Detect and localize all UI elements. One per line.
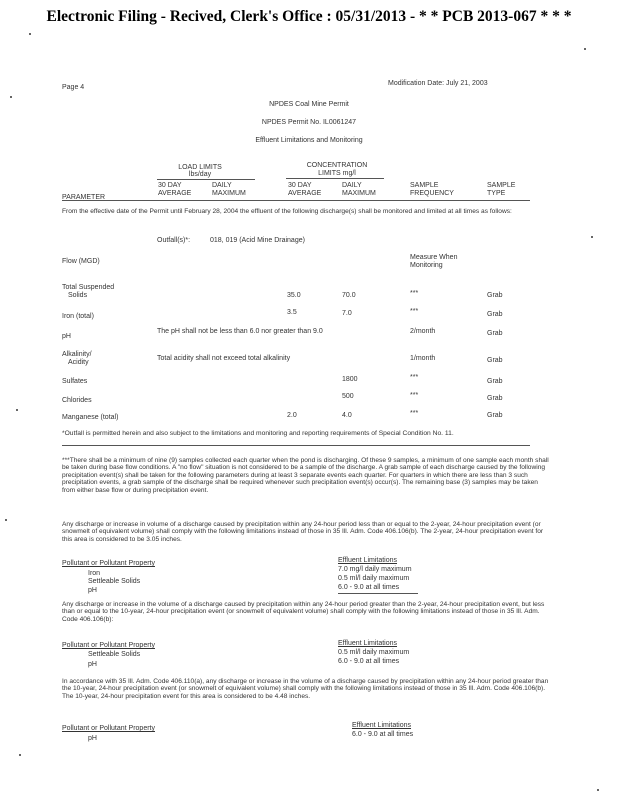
filing-banner: Electronic Filing - Recived, Clerk's Office : 05/31/2013 - * * PCB 2013-067 * * * bbox=[46, 8, 572, 25]
row-flow-frequency-a: Measure When bbox=[410, 254, 458, 261]
block1-item-iron: Iron bbox=[88, 570, 101, 577]
sample-frequency-header-a: SAMPLE bbox=[410, 182, 439, 189]
row-iron-name: Iron (total) bbox=[62, 313, 94, 320]
row-alkalinity-type: Grab bbox=[487, 357, 503, 364]
row-manganese-avg: 2.0 bbox=[287, 412, 297, 419]
scan-speck bbox=[16, 409, 18, 411]
block2-item-ph: pH bbox=[88, 661, 97, 668]
block2-item-settleable-solids: Settleable Solids bbox=[88, 651, 141, 658]
load-units: lbs/day bbox=[188, 171, 212, 178]
row-alkalinity-note: Total acidity shall not exceed total alkalinity bbox=[157, 355, 291, 362]
conc-daily-header-b: MAXIMUM bbox=[342, 190, 376, 197]
sample-frequency-header-b: FREQUENCY bbox=[410, 190, 454, 197]
row-chlorides-name: Chlorides bbox=[62, 397, 92, 404]
block1-item-settleable-solids: Settleable Solids bbox=[88, 578, 141, 585]
ten-year-event-paragraph: Any discharge or increase in the volume of a discharge caused by precipitation within any 24-hour period greater than the 2-year, 24-hour precipitation event, but less than or equal to the 10-year, 24-hour precipitation event (or snowmelt of equivalent volume) shall comply with the following limitations instead of those in 35 Ill. Adm. Code 406.106(b): bbox=[62, 601, 545, 623]
row-iron-type: Grab bbox=[487, 311, 503, 318]
block3-item-ph: pH bbox=[88, 735, 97, 742]
row-sulfates-name: Sulfates bbox=[62, 378, 88, 385]
row-flow-frequency-b: Monitoring bbox=[410, 262, 443, 269]
block3-limitations-heading: Effluent Limitations bbox=[352, 722, 412, 729]
block1-limit-iron: 7.0 mg/l daily maximum bbox=[338, 566, 412, 573]
block2-pollutant-heading: Pollutant or Pollutant Property bbox=[62, 642, 155, 649]
row-flow-name: Flow (MGD) bbox=[62, 258, 100, 265]
row-chlorides-type: Grab bbox=[487, 395, 503, 402]
row-manganese-max: 4.0 bbox=[342, 412, 352, 419]
row-alkalinity-name-b: Acidity bbox=[68, 359, 89, 366]
block2-limitations-heading: Effluent Limitations bbox=[338, 640, 398, 647]
block2-limit-ph: 6.0 - 9.0 at all times bbox=[338, 658, 400, 665]
load-daily-header-a: DAILY bbox=[212, 182, 232, 189]
two-year-event-paragraph: Any discharge or increase in volume of a discharge caused by precipitation within any 24-hour period less than or equal to the 2-year, 24-hour precipitation event (or snowmelt of equivalent volume) shall comply with the following limitations instead of those in 35 Ill. Adm. Code 406.106(b). The 2-year, 24-hour precipitation event for this area is considered to be 3.05 inches. bbox=[62, 521, 544, 543]
row-ph-frequency: 2/month bbox=[410, 328, 436, 335]
block3-limit-ph: 6.0 - 9.0 at all times bbox=[352, 731, 414, 738]
scan-speck bbox=[19, 754, 21, 756]
sample-type-header-a: SAMPLE bbox=[487, 182, 516, 189]
scan-speck bbox=[591, 236, 593, 238]
row-tss-frequency: *** bbox=[410, 290, 419, 297]
block1-limits-rule bbox=[338, 593, 418, 594]
row-ph-name: pH bbox=[62, 333, 71, 340]
block1-limitations-heading: Effluent Limitations bbox=[338, 557, 398, 564]
intro-paragraph: From the effective date of the Permit until February 28, 2004 the effluent of the following discharge(s) shall be monitored and limited at all times as follows: bbox=[62, 208, 512, 215]
concentration-header-rule bbox=[286, 178, 384, 179]
scan-speck bbox=[584, 48, 586, 50]
load-header-rule bbox=[157, 179, 255, 180]
scan-speck bbox=[5, 519, 7, 521]
block1-limit-settleable: 0.5 ml/l daily maximum bbox=[338, 575, 410, 582]
row-chlorides-frequency: *** bbox=[410, 392, 419, 399]
row-manganese-frequency: *** bbox=[410, 410, 419, 417]
row-sulfates-frequency: *** bbox=[410, 374, 419, 381]
row-sulfates-type: Grab bbox=[487, 378, 503, 385]
load-limits-header: LOAD LIMITS bbox=[178, 164, 222, 171]
section-title: Effluent Limitations and Monitoring bbox=[255, 137, 363, 144]
modification-date: Modification Date: July 21, 2003 bbox=[388, 80, 488, 87]
scan-speck bbox=[29, 33, 31, 35]
row-manganese-type: Grab bbox=[487, 412, 503, 419]
row-iron-max: 7.0 bbox=[342, 310, 352, 317]
monitoring-paragraph: ***There shall be a minimum of nine (9) samples collected each quarter when the pond is discharging. Of these 9 samples, a minimum of one sample each month shall be taken during base flow conditions. A "no flow" situation is not considered to be a sample of the discharge. A grab sample of each discharge caused by the following precipitation event(s) shall be taken for the following parameters during at least 3 separate events each quarter. For quarters in which there are less than 3 such precipitation events, a grab sample of the discharge shall be required whenever such precipitation event(s) occur(s). The remaining base (3) samples may be taken from either base flow or during precipitation event. bbox=[62, 457, 549, 494]
row-tss-max: 70.0 bbox=[342, 292, 356, 299]
scan-speck bbox=[597, 789, 599, 791]
header-rule bbox=[62, 200, 530, 201]
row-alkalinity-name-a: Alkalinity/ bbox=[62, 351, 92, 358]
outfall-footnote: *Outfall is permitted herein and also subject to the limitations and monitoring and reporting requirements of Special Condition No. 11. bbox=[62, 430, 454, 437]
row-tss-avg: 35.0 bbox=[287, 292, 301, 299]
outfalls-label: Outfall(s)*: bbox=[157, 237, 191, 244]
block1-limit-ph: 6.0 - 9.0 at all times bbox=[338, 584, 400, 591]
accordance-paragraph: In accordance with 35 Ill. Adm. Code 406.110(a), any discharge or increase in the volume of a discharge caused by precipitation within any 24-hour period greater than the 10-year, 24-hour precipitation event (or snowmelt of equivalent volume) shall comply with the following limitations instead of those in 35 Ill. Adm. Code 406.106(b). The 10-year, 24-hour precipitation event for this area is considered to be 4.48 inches. bbox=[62, 678, 549, 700]
conc-avg30-header-b: AVERAGE bbox=[288, 190, 322, 197]
block2-limit-settleable: 0.5 ml/l daily maximum bbox=[338, 649, 410, 656]
concentration-units: LIMITS mg/l bbox=[318, 170, 356, 177]
conc-avg30-header-a: 30 DAY bbox=[288, 182, 312, 189]
load-avg30-header-a: 30 DAY bbox=[158, 182, 182, 189]
block1-pollutant-heading: Pollutant or Pollutant Property bbox=[62, 560, 155, 567]
row-sulfates-max: 1800 bbox=[342, 376, 358, 383]
load-daily-header-b: MAXIMUM bbox=[212, 190, 246, 197]
row-ph-type: Grab bbox=[487, 330, 503, 337]
page-number: Page 4 bbox=[62, 84, 85, 91]
row-tss-name-a: Total Suspended bbox=[62, 284, 115, 291]
outfalls-value: 018, 019 (Acid Mine Drainage) bbox=[210, 237, 305, 244]
table-bottom-rule bbox=[62, 445, 530, 446]
row-tss-type: Grab bbox=[487, 292, 503, 299]
scan-speck bbox=[10, 96, 12, 98]
sample-type-header-b: TYPE bbox=[487, 190, 506, 197]
concentration-header: CONCENTRATION bbox=[306, 162, 368, 169]
load-avg30-header-b: AVERAGE bbox=[158, 190, 192, 197]
row-tss-name-b: Solids bbox=[68, 292, 88, 299]
conc-daily-header-a: DAILY bbox=[342, 182, 362, 189]
block3-pollutant-heading: Pollutant or Pollutant Property bbox=[62, 725, 155, 732]
row-iron-avg: 3.5 bbox=[287, 309, 297, 316]
row-ph-note: The pH shall not be less than 6.0 nor greater than 9.0 bbox=[157, 328, 323, 335]
row-manganese-name: Manganese (total) bbox=[62, 414, 119, 421]
block1-item-ph: pH bbox=[88, 587, 97, 594]
row-alkalinity-frequency: 1/month bbox=[410, 355, 436, 362]
parameter-header: PARAMETER bbox=[62, 194, 106, 201]
row-iron-frequency: *** bbox=[410, 308, 419, 315]
permit-number: NPDES Permit No. IL0061247 bbox=[261, 119, 357, 126]
permit-title: NPDES Coal Mine Permit bbox=[269, 101, 349, 108]
row-chlorides-max: 500 bbox=[342, 393, 354, 400]
